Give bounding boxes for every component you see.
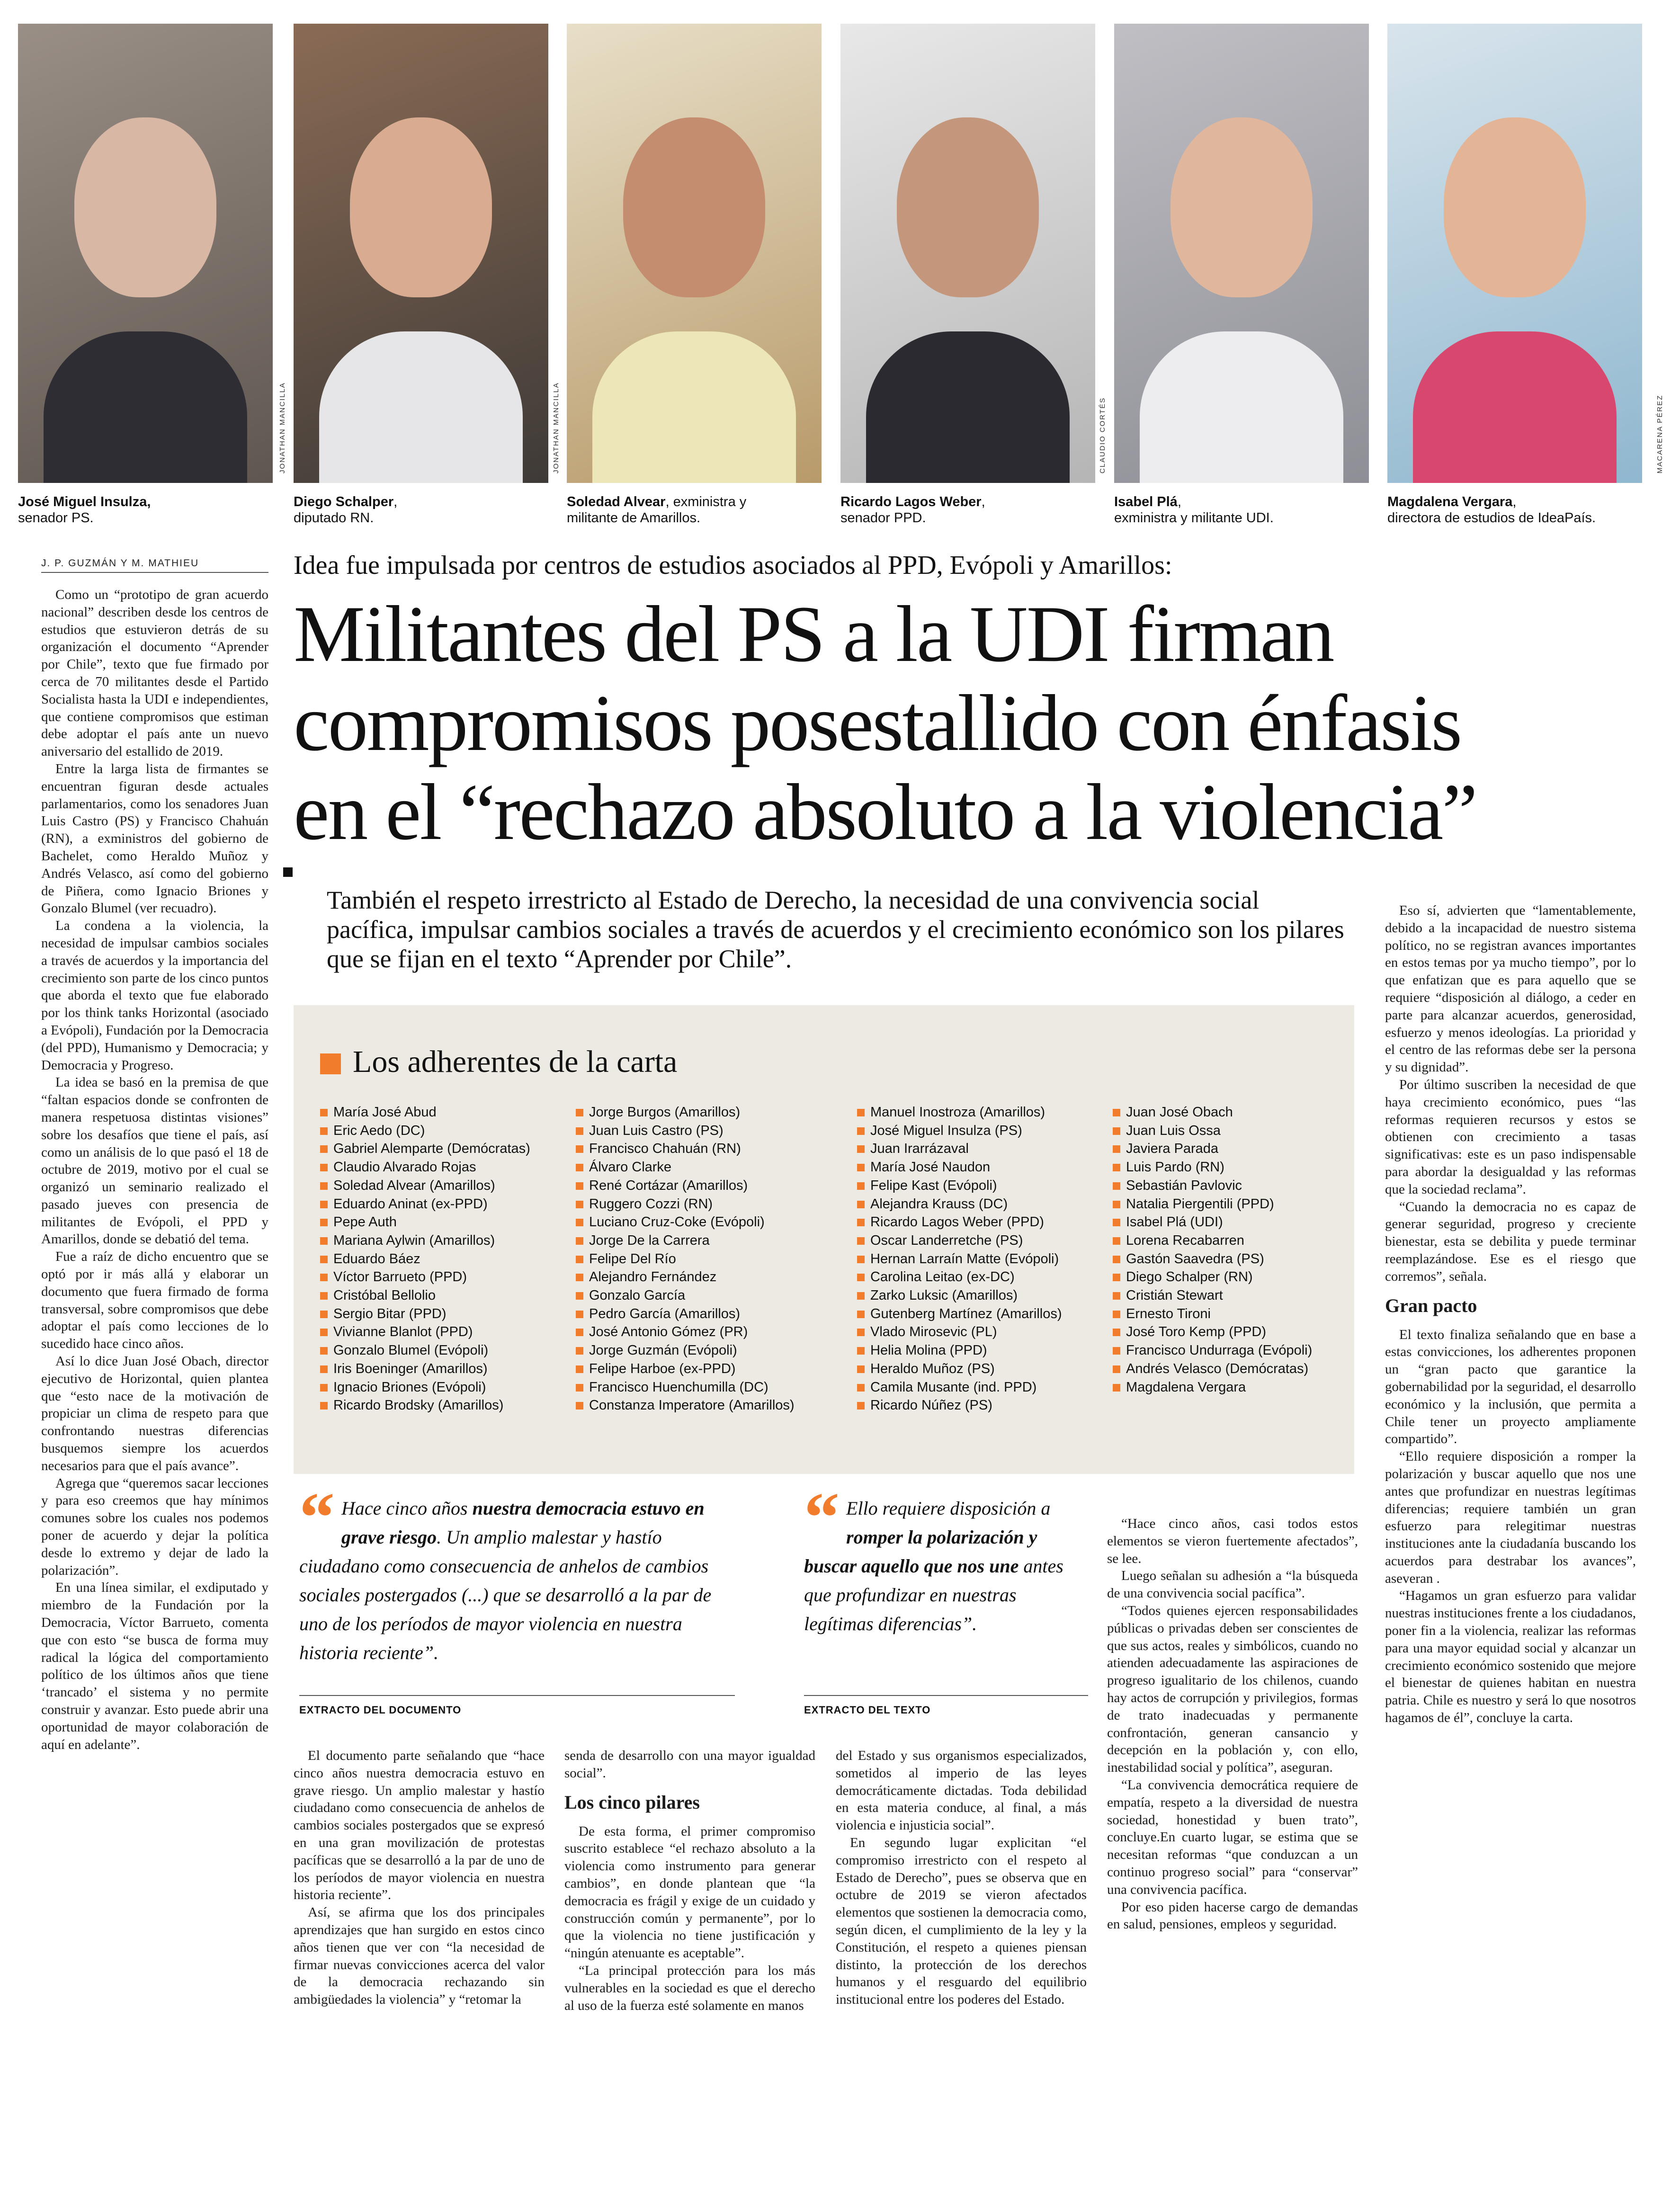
col3-para: senda de desarrollo con una mayor igualdad social”.: [564, 1748, 815, 1781]
col6-para: “Hagamos un gran esfuerzo para validar nuestras instituciones frente a los ciudadanos, poner fin a la violencia, realizar las reformas para una mayor equidad social y alcanzar un crecimiento económico sostenido que mejore el bienestar de quienes habitan en nuestra patria. Chile es nuestro y será lo que nosotros hagamos de él”, concluye la carta.: [1385, 1588, 1636, 1726]
byline: J. P. GUZMÁN Y M. MATHIEU: [41, 558, 199, 569]
adherents-col-2: [576, 1103, 795, 1415]
adherent-item: Mariana Aylwin (Amarillos): [320, 1231, 530, 1250]
column-2: [294, 1747, 545, 2008]
adherent-item: Gonzalo Blumel (Evópoli): [320, 1341, 530, 1360]
adherent-item: Jorge Burgos (Amarillos): [576, 1103, 795, 1122]
column-4: [836, 1747, 1087, 2008]
adherent-item: Diego Schalper (RN): [1113, 1268, 1312, 1286]
caption-schalper: Diego Schalper, diputado RN.: [294, 494, 398, 526]
adherent-item: Iris Boeninger (Amarillos): [320, 1360, 530, 1378]
col1-para: Agrega que “queremos sacar lecciones y para eso creemos que hay mínimos comunes sobre los cuales nos podemos poner de acuerdo y dejar la política desde lo extremo y dejar de lado la polarización”.: [41, 1475, 268, 1578]
adherent-item: Luis Pardo (RN): [1113, 1158, 1312, 1177]
adherent-item: Ricardo Lagos Weber (PPD): [857, 1213, 1062, 1231]
box-title-marker: [320, 1053, 341, 1074]
adherent-item: Oscar Landerretche (PS): [857, 1231, 1062, 1250]
quote-rule: [804, 1695, 1088, 1696]
adherent-item: Felipe Kast (Evópoli): [857, 1177, 1062, 1195]
adherent-item: Soledad Alvear (Amarillos): [320, 1177, 530, 1195]
adherent-item: José Miguel Insulza (PS): [857, 1122, 1062, 1140]
col1-para: Así lo dice Juan José Obach, director ejecutivo de Horizontal, quien plantea que “esto nace de la motivación de propiciar un clima de respeto para que confrontando nuestras diferencias busquemos siempre los acuerdos necesarios para que el país avance”.: [41, 1354, 268, 1473]
adherents-col-4: [1113, 1103, 1312, 1396]
col2-para: Así, se afirma que los dos principales aprendizajes que han surgido en estos cinco años tienen que ver con “la necesidad de firmar nuevas convicciones acerca del valor de la democracia rechazando sin ambigüedades la violencia” y “retomar la: [294, 1905, 545, 2008]
col5-para: “La convivencia democrática requiere de empatía, respeto a la diversidad de nuestra sociedad, honestidad y buen trato”, concluye.En cuarto lugar, se estima que se necesitan reformas “que conduzcan a un continuo progreso social” para “conservar” una convivencia pacífica.: [1107, 1777, 1358, 1897]
adherents-col-3: [857, 1103, 1062, 1415]
subhead-gran-pacto: Gran pacto: [1385, 1294, 1477, 1316]
photo-credit-schalper: JONATHAN MANCILLA: [278, 382, 286, 473]
adherent-item: Carolina Leitao (ex-DC): [857, 1268, 1062, 1286]
pull-quote-2: “ Ello requiere disposición a romper la polarización y buscar aquello que nos une antes que profundizar en nuestras legítimas diferencias”.: [804, 1478, 1063, 1634]
caption-insulza: José Miguel Insulza, senador PS.: [18, 494, 151, 526]
adherent-item: Heraldo Muñoz (PS): [857, 1360, 1062, 1378]
adherent-item: Vivianne Blanlot (PPD): [320, 1323, 530, 1341]
headline: [294, 589, 1676, 857]
adherent-item: Ricardo Núñez (PS): [857, 1396, 1062, 1415]
adherent-item: Helia Molina (PPD): [857, 1341, 1062, 1360]
adherent-item: María José Naudon: [857, 1158, 1062, 1177]
adherent-item: Alejandro Fernández: [576, 1268, 795, 1286]
subhead-cinco-pilares: Los cinco pilares: [564, 1791, 700, 1813]
adherent-item: José Antonio Gómez (PR): [576, 1323, 795, 1341]
byline-rule: [41, 572, 268, 573]
adherent-item: Hernan Larraín Matte (Evópoli): [857, 1250, 1062, 1268]
headline-line-2: compromisos posestallido con énfasis: [294, 678, 1461, 767]
adherent-item: Francisco Huenchumilla (DC): [576, 1378, 795, 1397]
adherent-item: Ricardo Brodsky (Amarillos): [320, 1396, 530, 1415]
adherent-item: Francisco Undurraga (Evópoli): [1113, 1341, 1312, 1360]
adherent-item: Jorge Guzmán (Evópoli): [576, 1341, 795, 1360]
col1-para: En una línea similar, el exdiputado y miembro de la Fundación por la Democracia, Víctor Barrueto, comenta que con esto “se busca de forma muy radical la lógica del comportamiento político de los últimos años que tiene ‘trancado’ el sistema y no permite construir y avanzar. Esto puede abrir una oportunidad de mayor colaboración de aquí en adelante”.: [41, 1580, 268, 1752]
adherent-item: Felipe Harboe (ex-PPD): [576, 1360, 795, 1378]
adherent-item: María José Abud: [320, 1103, 530, 1122]
adherent-item: Cristián Stewart: [1113, 1286, 1312, 1305]
photo-lagos: [840, 24, 1095, 483]
quote-mark-icon: “: [299, 1478, 335, 1557]
quote-source-1: EXTRACTO DEL DOCUMENTO: [299, 1704, 462, 1716]
adherents-col-1: [320, 1103, 530, 1415]
col5-para: Luego señalan su adhesión a “la búsqueda de una convivencia social pacífica”.: [1107, 1568, 1358, 1601]
col6-para: “Ello requiere disposición a romper la polarización y buscar aquello que nos une antes que profundizar en nuestras legítimas diferencias; requiere también un gran esfuerzo para relegitimar nuestras instituciones ante la ciudadanía buscando los acuerdos para destrabar los avances”, aseveran .: [1385, 1449, 1636, 1586]
caption-vergara: Magdalena Vergara, directora de estudios de IdeaPaís.: [1387, 494, 1596, 526]
adherent-item: Álvaro Clarke: [576, 1158, 795, 1177]
headline-bullet: [283, 867, 293, 877]
pull-quote-1: “ Hace cinco años nuestra democracia estuvo en grave riesgo. Un amplio malestar y hastío ciudadano como consecuencia de anhelos de cambios sociales postergados (...) que se desarrolló a la par de uno de los períodos de mayor violencia en nuestra historia reciente”.: [299, 1478, 712, 1663]
adherent-item: Magdalena Vergara: [1113, 1378, 1312, 1397]
quote-source-2: EXTRACTO DEL TEXTO: [804, 1704, 931, 1716]
col1-para: La idea se basó en la premisa de que “faltan espacios donde se confronten de manera respetuosa distintas visiones” sobre los desafíos que tiene el país, así como un análisis de lo que pasó el 18 de octubre de 2019, motivo por el cual se organizó un seminario realizado el pasado jueves con presencia de militantes de Evópoli, el PPD y Amarillos, donde se debatió del tema.: [41, 1075, 268, 1247]
adherent-item: Natalia Piergentili (PPD): [1113, 1195, 1312, 1213]
adherent-item: Ruggero Cozzi (RN): [576, 1195, 795, 1213]
adherent-item: Sebastián Pavlovic: [1113, 1177, 1312, 1195]
lead-paragraph: También el respeto irrestricto al Estado de Derecho, la necesidad de una convivencia social pacífica, impulsar cambios sociales a través de acuerdos y el crecimiento económico son los pilares que se fijan en el texto “Aprender por Chile”.: [327, 886, 1344, 973]
photo-schalper: [294, 24, 548, 483]
photo-credit-vergara: MACARENA PÉREZ: [1656, 394, 1664, 473]
adherent-item: Juan Luis Ossa: [1113, 1122, 1312, 1140]
caption-alvear: Soledad Alvear, exministra y militante de Amarillos.: [567, 494, 747, 526]
column-1: [41, 586, 268, 1753]
adherent-item: Gastón Saavedra (PS): [1113, 1250, 1312, 1268]
photo-credit-alvear: JONATHAN MANCILLA: [552, 382, 560, 473]
caption-lagos: Ricardo Lagos Weber, senador PPD.: [840, 494, 985, 526]
adherent-item: Eduardo Báez: [320, 1250, 530, 1268]
photo-pla: [1114, 24, 1369, 483]
adherent-item: René Cortázar (Amarillos): [576, 1177, 795, 1195]
photo-alvear: [567, 24, 822, 483]
adherent-item: Alejandra Krauss (DC): [857, 1195, 1062, 1213]
photo-vergara: [1387, 24, 1642, 483]
quote-mark-icon: “: [804, 1478, 840, 1557]
adherent-item: Sergio Bitar (PPD): [320, 1305, 530, 1323]
adherent-item: Camila Musante (ind. PPD): [857, 1378, 1062, 1397]
col2-para: El documento parte señalando que “hace cinco años nuestra democracia estuvo en grave riesgo. Un amplio malestar y hastío ciudadano como consecuencia de anhelos de cambios sociales postergados que se expresó en una gran movilización de protestas pacíficas que se desarrolló a la par de uno de los períodos de mayor violencia en nuestra historia reciente”.: [294, 1748, 545, 1903]
adherent-item: Ernesto Tironi: [1113, 1305, 1312, 1323]
caption-pla: Isabel Plá, exministra y militante UDI.: [1114, 494, 1274, 526]
adherent-item: Eduardo Aninat (ex-PPD): [320, 1195, 530, 1213]
box-title: Los adherentes de la carta: [353, 1044, 678, 1079]
adherent-item: Vlado Mirosevic (PL): [857, 1323, 1062, 1341]
quote-rule: [299, 1695, 735, 1696]
col1-para: La condena a la violencia, la necesidad de impulsar cambios sociales a través de acuerdos y la importancia del crecimiento son parte de los cinco puntos que aborda el texto que fue elaborado por los think tanks Horizontal (asociado a Evópoli), Fundación por la Democracia (del PPD), Humanismo y Democracia; y Democracia y Progreso.: [41, 918, 268, 1073]
adherent-item: Felipe Del Río: [576, 1250, 795, 1268]
adherent-item: Víctor Barrueto (PPD): [320, 1268, 530, 1286]
col6-para: El texto finaliza señalando que en base a estas convicciones, los adherentes proponen un “gran pacto que garantice la gobernabilidad por la seguridad, el desarrollo económico y la inclusión, que permita a Chile tener un proyecto ampliamente compartido”.: [1385, 1327, 1636, 1447]
adherent-item: Manuel Inostroza (Amarillos): [857, 1103, 1062, 1122]
adherent-item: Jorge De la Carrera: [576, 1231, 795, 1250]
adherent-item: Pepe Auth: [320, 1213, 530, 1231]
col6-para: “Cuando la democracia no es capaz de generar seguridad, progreso y creciente bienestar, esta se debilita y puede terminar reemplazándose. Ese es el riesgo que corremos”, señala.: [1385, 1199, 1636, 1284]
adherent-item: Javiera Parada: [1113, 1140, 1312, 1158]
column-6: [1385, 902, 1636, 1727]
adherent-item: Cristóbal Bellolio: [320, 1286, 530, 1305]
col5-para: “Todos quienes ejercen responsabilidades públicas o privadas deben ser conscientes de que sus actos, reales y simbólicos, cuando no atienden adecuadamente las aspiraciones de progreso igualitario de los chilenos, cuando hay actos de corrupción y privilegios, formas de trato inadecuadas y permanente confrontación, generan cansancio y decepción en la población y, con ello, inestabilidad social y política”, aseguran.: [1107, 1603, 1358, 1776]
kicker: Idea fue impulsada por centros de estudios asociados al PPD, Evópoli y Amarillos:: [294, 551, 1172, 580]
adherent-item: Eric Aedo (DC): [320, 1122, 530, 1140]
col3-para: De esta forma, el primer compromiso suscrito establece “el rechazo absoluto a la violencia como instrumento para generar cambios”, en donde plantean que “la democracia es frágil y exige de un cuidado y construcción común y permanente”, por lo que la violencia no tiene justificación y “ningún atenuante es aceptable”.: [564, 1823, 815, 1961]
column-5: [1107, 1515, 1358, 1933]
adherent-item: Ignacio Briones (Evópoli): [320, 1378, 530, 1397]
col4-para: del Estado y sus organismos especializados, sometidos al imperio de las leyes democráticamente dictadas. Toda debilidad en esta materia conduce, al final, a más violencia e injusticia social”.: [836, 1748, 1087, 1833]
adherent-item: Zarko Luksic (Amarillos): [857, 1286, 1062, 1305]
adherent-item: Gabriel Alemparte (Demócratas): [320, 1140, 530, 1158]
column-3: [564, 1747, 815, 2014]
adherent-item: Juan Luis Castro (PS): [576, 1122, 795, 1140]
adherent-item: Lorena Recabarren: [1113, 1231, 1312, 1250]
col3-para: “La principal protección para los más vulnerables en la sociedad es que el derecho al uso de la fuerza esté solamente en manos: [564, 1963, 815, 2013]
headline-line-3: en el “rechazo absoluto a la violencia”: [294, 767, 1476, 857]
col5-para: Por eso piden hacerse cargo de demandas en salud, pensiones, empleos y seguridad.: [1107, 1899, 1358, 1932]
photo-insulza: [18, 24, 273, 483]
col5-para: “Hace cinco años, casi todos estos elementos se vieron fuertemente afectados”, se lee.: [1107, 1516, 1358, 1566]
adherent-item: Gonzalo García: [576, 1286, 795, 1305]
adherent-item: Andrés Velasco (Demócratas): [1113, 1360, 1312, 1378]
col1-para: Entre la larga lista de firmantes se encuentran figuran desde actuales parlamentarios, como los senadores Juan Luis Castro (PS) y Francisco Chahuán (RN), a exministros del gobierno de Bachelet, como Heraldo Muñoz y Andrés Velasco, así como del gobierno de Piñera, como Ignacio Briones y Gonzalo Blumel (ver recuadro).: [41, 761, 268, 916]
adherent-item: Claudio Alvarado Rojas: [320, 1158, 530, 1177]
col1-para: Como un “prototipo de gran acuerdo nacional” describen desde los centros de estudios que estuvieron detrás de su organización el documento “Aprender por Chile”, texto que fue firmado por cerca de 70 militantes desde el Partido Socialista hasta la UDI e independientes, que contiene compromisos que estiman debe adoptar el país ante un nuevo aniversario del estallido de 2019.: [41, 587, 268, 759]
headline-line-1: Militantes del PS a la UDI firman: [294, 589, 1333, 678]
adherent-item: Luciano Cruz-Coke (Evópoli): [576, 1213, 795, 1231]
adherent-item: José Toro Kemp (PPD): [1113, 1323, 1312, 1341]
adherent-item: Gutenberg Martínez (Amarillos): [857, 1305, 1062, 1323]
col6-para: Eso sí, advierten que “lamentablemente, debido a la incapacidad de nuestro sistema político, no se registran avances importantes en estos temas por ya mucho tiempo”, por lo que enfatizan que es para aquello que se requiere “disposición al diálogo, a ceder en parte para alcanzar acuerdos, generosidad, esfuerzo y menos ideologías. La prioridad y el centro de las reformas debe ser la persona y su dignidad”.: [1385, 903, 1636, 1075]
adherent-item: Francisco Chahuán (RN): [576, 1140, 795, 1158]
col4-para: En segundo lugar explicitan “el compromiso irrestricto con el respeto al Estado de Derecho”, pues se observa que en octubre de 2019 se vieron afectados elementos que sostienen la democracia como, según dicen, el cumplimiento de la ley y la Constitución, el respeto a quienes piensan distinto, la protección de los derechos humanos y el resguardo del equilibrio institucional entre los poderes del Estado.: [836, 1835, 1087, 2008]
adherent-item: Juan José Obach: [1113, 1103, 1312, 1122]
adherent-item: Constanza Imperatore (Amarillos): [576, 1396, 795, 1415]
adherent-item: Isabel Plá (UDI): [1113, 1213, 1312, 1231]
adherent-item: Pedro García (Amarillos): [576, 1305, 795, 1323]
adherent-item: Juan Irarrázaval: [857, 1140, 1062, 1158]
col1-para: Fue a raíz de dicho encuentro que se optó por ir más allá y elaborar un documento que fuera firmado de forma transversal, sobre compromisos que debe adoptar el país como lecciones de lo sucedido hace cinco años.: [41, 1249, 268, 1352]
col6-para: Por último suscriben la necesidad de que haya crecimiento económico, pues “las reformas requieren recursos y estos se obtienen con crecimiento a tasas significativas: este es un paso indispensable para abordar la desigualdad y las reformas que la sociedad reclama”.: [1385, 1077, 1636, 1197]
photo-credit-pla: CLAUDIO CORTÉS: [1099, 397, 1107, 473]
